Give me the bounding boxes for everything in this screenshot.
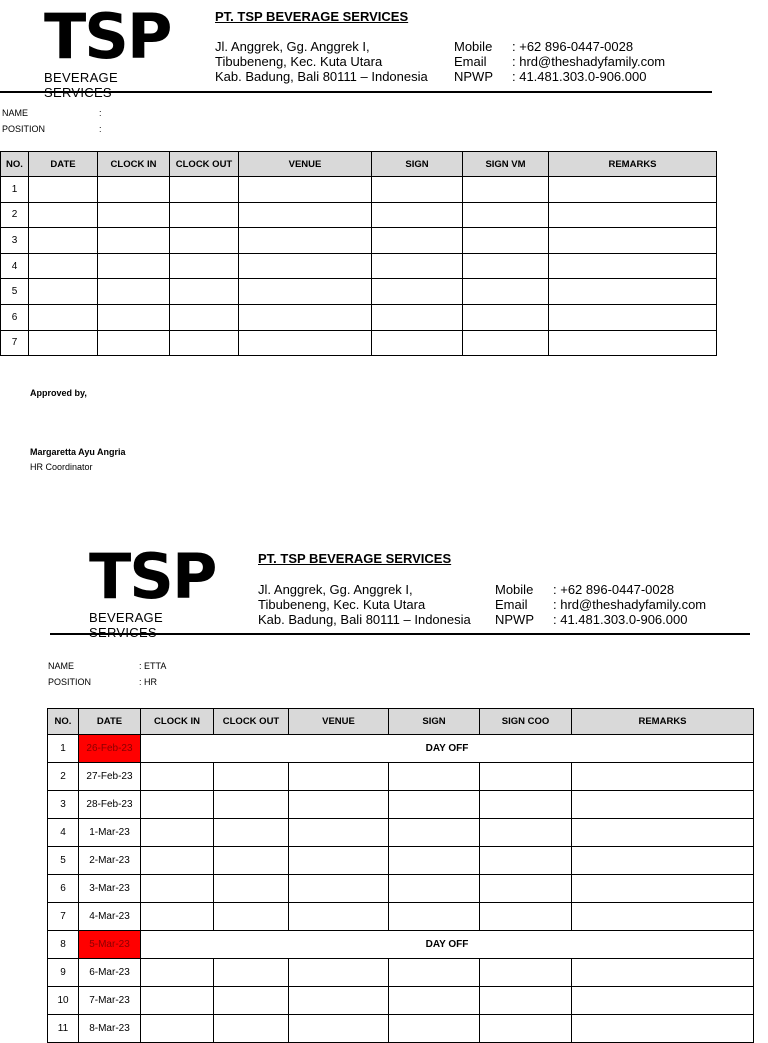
row-number: 2: [48, 763, 79, 791]
table-cell[interactable]: [572, 819, 754, 847]
contact-value: : +62 896-0447-0028: [512, 39, 634, 54]
table-cell[interactable]: [389, 1015, 480, 1043]
table-cell[interactable]: [170, 202, 239, 228]
contact-value: : hrd@theshadyfamily.com: [553, 597, 707, 612]
table-cell[interactable]: [289, 819, 389, 847]
table-cell[interactable]: [549, 228, 717, 254]
table-cell[interactable]: [480, 763, 572, 791]
table-cell[interactable]: [289, 875, 389, 903]
row-number: 3: [48, 791, 79, 819]
table-row: [48, 903, 754, 931]
table-cell[interactable]: [389, 959, 480, 987]
company-name: PT. TSP BEVERAGE SERVICES: [215, 9, 409, 24]
table-cell[interactable]: [372, 304, 463, 330]
company-logo: [89, 540, 234, 640]
logo-subtitle: BEVERAGE: [89, 610, 163, 625]
table-cell[interactable]: [98, 304, 170, 330]
field-value-position: :: [99, 124, 102, 134]
col-header-no: NO.: [1, 152, 29, 177]
table-cell[interactable]: [29, 304, 98, 330]
col-header-clock-in: CLOCK IN: [141, 709, 214, 735]
row-date: 7-Mar-23: [79, 987, 141, 1015]
attendance-form-etta: [0, 540, 768, 1034]
field-label-position: POSITION: [2, 124, 46, 134]
table-cell[interactable]: [549, 304, 717, 330]
table-cell[interactable]: [289, 987, 389, 1015]
table-cell[interactable]: [98, 253, 170, 279]
row-date: 4-Mar-23: [79, 903, 141, 931]
table-cell[interactable]: [214, 847, 289, 875]
header-rule: [0, 91, 712, 93]
attendance-table: [47, 708, 754, 1043]
table-cell[interactable]: [289, 1015, 389, 1043]
col-header-date: DATE: [29, 152, 98, 177]
row-number: 6: [48, 875, 79, 903]
signer-role: HR Coordinator: [30, 462, 93, 472]
table-cell[interactable]: [98, 228, 170, 254]
row-date: 28-Feb-23: [79, 791, 141, 819]
table-cell[interactable]: [463, 279, 549, 305]
table-row: [48, 819, 754, 847]
contact-label: Email: [495, 597, 528, 612]
table-cell[interactable]: [572, 791, 754, 819]
table-row: [1, 228, 717, 254]
contact-label: Mobile: [495, 582, 534, 597]
address-line: Kab. Badung, Bali 80111 – Indonesia: [258, 612, 471, 627]
table-row: [48, 987, 754, 1015]
row-number: 2: [1, 202, 29, 228]
row-number: 4: [48, 819, 79, 847]
col-header-clock-out: CLOCK OUT: [214, 709, 289, 735]
table-row: [1, 177, 717, 203]
table-cell[interactable]: [480, 987, 572, 1015]
row-number: 6: [1, 304, 29, 330]
employee-info: [48, 658, 166, 690]
row-date: 26-Feb-23: [79, 735, 141, 763]
row-number: 3: [1, 228, 29, 254]
row-number: 1: [1, 177, 29, 203]
logo-wordmark: TSP: [44, 0, 171, 73]
row-date: 2-Mar-23: [79, 847, 141, 875]
table-cell[interactable]: [29, 177, 98, 203]
attendance-form-blank: [0, 0, 768, 480]
table-cell[interactable]: [389, 763, 480, 791]
table-cell[interactable]: [572, 959, 754, 987]
col-header-sign: SIGN: [389, 709, 480, 735]
table-cell[interactable]: [480, 903, 572, 931]
table-cell[interactable]: [239, 253, 372, 279]
table-cell[interactable]: [549, 202, 717, 228]
row-number: 8: [48, 931, 79, 959]
row-number: 7: [48, 903, 79, 931]
table-row: [1, 253, 717, 279]
attendance-table: [0, 151, 717, 356]
field-value-name: :: [99, 108, 102, 118]
company-contacts: [495, 582, 706, 627]
table-cell[interactable]: [289, 791, 389, 819]
row-number: 5: [48, 847, 79, 875]
table-cell[interactable]: [239, 279, 372, 305]
contact-label: NPWP: [495, 612, 534, 627]
row-date: 6-Mar-23: [79, 959, 141, 987]
approved-by-label: Approved by,: [30, 388, 87, 398]
address-line: Kab. Badung, Bali 80111 – Indonesia: [215, 69, 428, 84]
contact-label: Email: [454, 54, 487, 69]
row-number: 11: [48, 1015, 79, 1043]
table-cell[interactable]: [480, 1015, 572, 1043]
table-cell[interactable]: [572, 763, 754, 791]
table-cell[interactable]: [572, 875, 754, 903]
table-cell[interactable]: [214, 819, 289, 847]
table-cell[interactable]: [480, 819, 572, 847]
col-header-sign-vm: SIGN VM: [463, 152, 549, 177]
table-row: [1, 330, 717, 356]
table-row: [1, 279, 717, 305]
row-number: 9: [48, 959, 79, 987]
table-cell[interactable]: [463, 304, 549, 330]
table-cell[interactable]: [29, 253, 98, 279]
table-cell[interactable]: [239, 202, 372, 228]
table-cell[interactable]: [214, 875, 289, 903]
table-cell[interactable]: [239, 304, 372, 330]
table-cell[interactable]: [572, 1015, 754, 1043]
table-cell[interactable]: [372, 228, 463, 254]
row-date: 3-Mar-23: [79, 875, 141, 903]
table-cell[interactable]: [170, 330, 239, 356]
table-cell[interactable]: [170, 253, 239, 279]
table-cell[interactable]: [372, 202, 463, 228]
table-cell[interactable]: [141, 903, 214, 931]
company-contacts: [454, 39, 665, 84]
table-cell[interactable]: [289, 959, 389, 987]
col-header-venue: VENUE: [239, 152, 372, 177]
table-cell[interactable]: [372, 253, 463, 279]
row-date: 5-Mar-23: [79, 931, 141, 959]
table-cell[interactable]: [29, 279, 98, 305]
table-cell[interactable]: [214, 1015, 289, 1043]
field-label-position: POSITION: [48, 677, 92, 687]
table-cell[interactable]: [141, 987, 214, 1015]
row-number: 4: [1, 253, 29, 279]
table-cell[interactable]: [480, 959, 572, 987]
contact-value: : 41.481.303.0-906.000: [553, 612, 688, 627]
company-address: [215, 39, 428, 84]
header-rule: [50, 633, 750, 635]
day-off-label: DAY OFF: [141, 735, 754, 763]
table-header-row: [1, 152, 717, 177]
table-cell[interactable]: [289, 763, 389, 791]
table-cell[interactable]: [480, 847, 572, 875]
table-cell[interactable]: [98, 279, 170, 305]
field-value-position: : HR: [139, 677, 157, 687]
table-cell[interactable]: [141, 1015, 214, 1043]
table-cell[interactable]: [214, 987, 289, 1015]
table-cell[interactable]: [141, 959, 214, 987]
table-row: [48, 763, 754, 791]
table-cell[interactable]: [141, 847, 214, 875]
table-cell[interactable]: [389, 791, 480, 819]
table-cell[interactable]: [549, 279, 717, 305]
table-cell[interactable]: [141, 875, 214, 903]
table-cell[interactable]: [389, 903, 480, 931]
row-date: 27-Feb-23: [79, 763, 141, 791]
table-cell[interactable]: [572, 987, 754, 1015]
table-cell[interactable]: [389, 847, 480, 875]
table-cell[interactable]: [389, 819, 480, 847]
logo-wordmark: TSP: [89, 540, 216, 613]
table-cell[interactable]: [463, 177, 549, 203]
table-cell[interactable]: [98, 177, 170, 203]
row-number: 1: [48, 735, 79, 763]
col-header-remarks: REMARKS: [572, 709, 754, 735]
contact-label: NPWP: [454, 69, 493, 84]
table-cell[interactable]: [572, 847, 754, 875]
table-cell[interactable]: [463, 253, 549, 279]
table-cell[interactable]: [289, 847, 389, 875]
table-header-row: [48, 709, 754, 735]
contact-value: : +62 896-0447-0028: [553, 582, 675, 597]
col-header-clock-out: CLOCK OUT: [170, 152, 239, 177]
table-cell[interactable]: [463, 202, 549, 228]
table-cell[interactable]: [549, 330, 717, 356]
col-header-sign-coo: SIGN COO: [480, 709, 572, 735]
table-cell[interactable]: [289, 903, 389, 931]
table-cell[interactable]: [239, 330, 372, 356]
address-line: Tibubeneng, Kec. Kuta Utara: [215, 54, 383, 69]
table-cell[interactable]: [170, 228, 239, 254]
company-address: [258, 582, 471, 627]
table-cell[interactable]: [29, 228, 98, 254]
table-cell[interactable]: [170, 304, 239, 330]
signer-name: Margaretta Ayu Angria: [30, 447, 126, 457]
row-date: 8-Mar-23: [79, 1015, 141, 1043]
address-line: Jl. Anggrek, Gg. Anggrek I,: [215, 39, 370, 54]
row-number: 7: [1, 330, 29, 356]
col-header-sign: SIGN: [372, 152, 463, 177]
table-row: [48, 791, 754, 819]
table-cell[interactable]: [549, 253, 717, 279]
table-cell[interactable]: [214, 763, 289, 791]
table-row: [48, 931, 754, 959]
table-cell[interactable]: [372, 330, 463, 356]
table-cell[interactable]: [372, 279, 463, 305]
col-header-venue: VENUE: [289, 709, 389, 735]
row-number: 10: [48, 987, 79, 1015]
table-cell[interactable]: [549, 177, 717, 203]
table-row: [48, 959, 754, 987]
table-cell[interactable]: [389, 875, 480, 903]
contact-value: : 41.481.303.0-906.000: [512, 69, 647, 84]
day-off-label: DAY OFF: [141, 931, 754, 959]
table-cell[interactable]: [141, 763, 214, 791]
company-logo: [44, 0, 189, 100]
table-cell[interactable]: [170, 177, 239, 203]
address-line: Jl. Anggrek, Gg. Anggrek I,: [258, 582, 413, 597]
table-cell[interactable]: [170, 279, 239, 305]
col-header-no: NO.: [48, 709, 79, 735]
table-cell[interactable]: [239, 228, 372, 254]
company-name: PT. TSP BEVERAGE SERVICES: [258, 551, 452, 566]
table-cell[interactable]: [572, 903, 754, 931]
row-date: 1-Mar-23: [79, 819, 141, 847]
table-cell[interactable]: [463, 330, 549, 356]
table-row: [48, 735, 754, 763]
table-row: [1, 304, 717, 330]
table-cell[interactable]: [29, 202, 98, 228]
table-cell[interactable]: [214, 903, 289, 931]
table-cell[interactable]: [98, 202, 170, 228]
table-cell[interactable]: [29, 330, 98, 356]
employee-info: [2, 105, 102, 137]
table-row: [1, 202, 717, 228]
table-cell[interactable]: [214, 959, 289, 987]
table-cell[interactable]: [480, 875, 572, 903]
table-cell[interactable]: [389, 987, 480, 1015]
table-cell[interactable]: [141, 791, 214, 819]
address-line: Tibubeneng, Kec. Kuta Utara: [258, 597, 426, 612]
field-label-name: NAME: [2, 108, 29, 118]
table-cell[interactable]: [372, 177, 463, 203]
table-cell[interactable]: [239, 177, 372, 203]
col-header-date: DATE: [79, 709, 141, 735]
col-header-remarks: REMARKS: [549, 152, 717, 177]
logo-subtitle: BEVERAGE: [44, 70, 118, 85]
table-row: [48, 1015, 754, 1043]
table-cell[interactable]: [214, 791, 289, 819]
col-header-clock-in: CLOCK IN: [98, 152, 170, 177]
table-cell[interactable]: [480, 791, 572, 819]
table-row: [48, 847, 754, 875]
table-cell[interactable]: [463, 228, 549, 254]
contact-label: Mobile: [454, 39, 493, 54]
field-value-name: : ETTA: [139, 661, 167, 671]
contact-value: : hrd@theshadyfamily.com: [512, 54, 666, 69]
row-number: 5: [1, 279, 29, 305]
table-cell[interactable]: [98, 330, 170, 356]
table-row: [48, 875, 754, 903]
field-label-name: NAME: [48, 661, 75, 671]
table-cell[interactable]: [141, 819, 214, 847]
